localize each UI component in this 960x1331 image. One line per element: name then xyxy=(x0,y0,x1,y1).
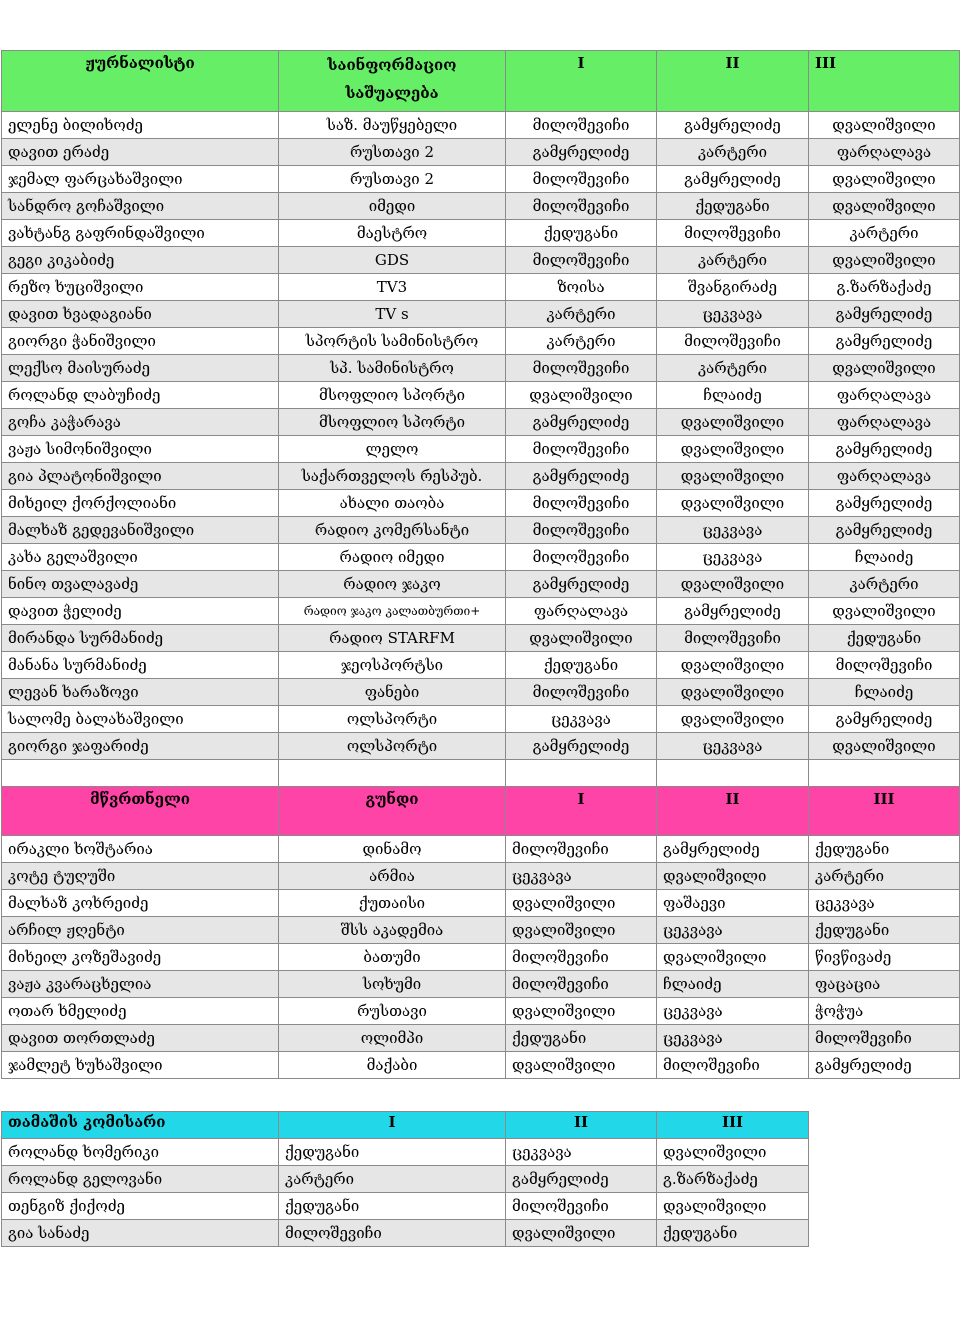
affiliation-cell: საქართველოს რესპუბ. xyxy=(279,463,506,490)
voting-table-body xyxy=(2,51,960,1079)
journalist-row xyxy=(2,679,960,706)
journalist-row xyxy=(2,598,960,625)
first-place-cell: ქედუგანი xyxy=(506,652,657,679)
name-cell: ჯემალ ფარცახაშვილი xyxy=(2,166,279,193)
affiliation-cell: ბათუმი xyxy=(279,944,506,971)
affiliation-cell: არმია xyxy=(279,863,506,890)
name-cell: მიხეილ ქორქოლიანი xyxy=(2,490,279,517)
third-place-cell: გამყრელიძე xyxy=(809,517,960,544)
name-cell: გია პლატონიშვილი xyxy=(2,463,279,490)
affiliation-cell: ფანები xyxy=(279,679,506,706)
second-place-cell: ცეკვავა xyxy=(657,917,809,944)
second-place-cell: ცეკვავა xyxy=(506,1139,657,1166)
first-place-cell: მილოშევიჩი xyxy=(506,517,657,544)
header-first-place: I xyxy=(506,787,657,836)
commissioner-row xyxy=(2,1193,809,1220)
second-place-cell: კარტერი xyxy=(657,139,809,166)
journalist-row xyxy=(2,517,960,544)
second-place-cell: შვანგირაძე xyxy=(657,274,809,301)
header-second-place: II xyxy=(506,1112,657,1139)
first-place-cell: მილოშევიჩი xyxy=(506,836,657,863)
journalist-row xyxy=(2,490,960,517)
journalist-row xyxy=(2,355,960,382)
second-place-cell: ცეკვავა xyxy=(657,998,809,1025)
third-place-cell: დვალიშვილი xyxy=(657,1193,809,1220)
third-place-cell: გ.ზარზაქაძე xyxy=(657,1166,809,1193)
name-cell: მალხაზ კოხრეიძე xyxy=(2,890,279,917)
affiliation-cell: სოხუმი xyxy=(279,971,506,998)
first-place-cell: ქედუგანი xyxy=(506,220,657,247)
coach-row xyxy=(2,836,960,863)
journalists-and-coaches-table xyxy=(1,50,960,1079)
journalist-row xyxy=(2,274,960,301)
journalist-row xyxy=(2,463,960,490)
name-cell: დავით ჭელიძე xyxy=(2,598,279,625)
affiliation-cell: რადიო ჯაკო xyxy=(279,571,506,598)
journalist-row xyxy=(2,166,960,193)
commissioners-table-body xyxy=(2,1112,809,1247)
header-team: გუნდი xyxy=(279,787,506,836)
third-place-cell: ქედუგანი xyxy=(809,836,960,863)
first-place-cell: გამყრელიძე xyxy=(506,571,657,598)
affiliation-cell: ახალი თაობა xyxy=(279,490,506,517)
first-place-cell: კარტერი xyxy=(506,301,657,328)
commissioner-row xyxy=(2,1220,809,1247)
journalist-row xyxy=(2,733,960,760)
header-second-place: II xyxy=(657,787,809,836)
second-place-cell: დვალიშვილი xyxy=(657,706,809,733)
second-place-cell: დვალიშვილი xyxy=(657,863,809,890)
name-cell: სალომე ბალახაშვილი xyxy=(2,706,279,733)
third-place-cell: დვალიშვილი xyxy=(809,733,960,760)
affiliation-cell: სპ. სამინისტრო xyxy=(279,355,506,382)
name-cell: რეზო ხუციშვილი xyxy=(2,274,279,301)
affiliation-cell: რუსთავი xyxy=(279,998,506,1025)
header-first-place: I xyxy=(506,51,657,112)
affiliation-cell: ოლსპორტი xyxy=(279,733,506,760)
name-cell: ჯამლეტ ხუხაშვილი xyxy=(2,1052,279,1079)
second-place-cell: კარტერი xyxy=(657,247,809,274)
journalist-row xyxy=(2,436,960,463)
third-place-cell: კარტერი xyxy=(809,571,960,598)
first-place-cell: მილოშევიჩი xyxy=(506,355,657,382)
journalist-row xyxy=(2,544,960,571)
second-place-cell: ცეკვავა xyxy=(657,301,809,328)
journalist-row xyxy=(2,139,960,166)
affiliation-cell: ლელო xyxy=(279,436,506,463)
third-place-cell: ჩლაიძე xyxy=(809,544,960,571)
third-place-cell: გამყრელიძე xyxy=(809,490,960,517)
third-place-cell: კარტერი xyxy=(809,863,960,890)
coach-row xyxy=(2,944,960,971)
first-place-cell: მილოშევიჩი xyxy=(506,247,657,274)
first-place-cell: მილოშევიჩი xyxy=(506,544,657,571)
second-place-cell: დვალიშვილი xyxy=(657,436,809,463)
header-journalist: ჟურნალისტი xyxy=(2,51,279,112)
journalist-row xyxy=(2,409,960,436)
third-place-cell: ჭოჭუა xyxy=(809,998,960,1025)
name-cell: დავით ერაძე xyxy=(2,139,279,166)
first-place-cell: მილოშევიჩი xyxy=(506,436,657,463)
second-place-cell: ქედუგანი xyxy=(657,193,809,220)
third-place-cell: დვალიშვილი xyxy=(657,1139,809,1166)
first-place-cell: ფარღალავა xyxy=(506,598,657,625)
second-place-cell: დვალიშვილი xyxy=(657,409,809,436)
third-place-cell: წივწივაძე xyxy=(809,944,960,971)
second-place-cell: გამყრელიძე xyxy=(657,166,809,193)
affiliation-cell: მაქაბი xyxy=(279,1052,506,1079)
header-coach: მწვრთნელი xyxy=(2,787,279,836)
name-cell: თენგიზ ქიქოძე xyxy=(2,1193,279,1220)
journalist-row xyxy=(2,301,960,328)
affiliation-cell: ოლიმპი xyxy=(279,1025,506,1052)
affiliation-cell: იმედი xyxy=(279,193,506,220)
first-place-cell: დვალიშვილი xyxy=(506,382,657,409)
third-place-cell: ფარღალავა xyxy=(809,139,960,166)
first-place-cell: მილოშევიჩი xyxy=(506,944,657,971)
third-place-cell: გ.ზარზაქაძე xyxy=(809,274,960,301)
affiliation-cell: ჯეოსპორტსი xyxy=(279,652,506,679)
name-cell: ოთარ ხმელიძე xyxy=(2,998,279,1025)
third-place-cell: კარტერი xyxy=(809,220,960,247)
second-place-cell: ცეკვავა xyxy=(657,1025,809,1052)
second-place-cell: კარტერი xyxy=(657,355,809,382)
second-place-cell: მილოშევიჩი xyxy=(657,625,809,652)
commissioner-row xyxy=(2,1166,809,1193)
name-cell: ვაჟა კვარაცხელია xyxy=(2,971,279,998)
second-place-cell: დვალიშვილი xyxy=(657,652,809,679)
affiliation-cell: ქუთაისი xyxy=(279,890,506,917)
name-cell: როლანდ ლაბუჩიძე xyxy=(2,382,279,409)
coach-row xyxy=(2,917,960,944)
name-cell: როლანდ გელოვანი xyxy=(2,1166,279,1193)
second-place-cell: გამყრელიძე xyxy=(657,598,809,625)
name-cell: არჩილ ჟღენტი xyxy=(2,917,279,944)
first-place-cell: დვალიშვილი xyxy=(506,1052,657,1079)
affiliation-cell: TV s xyxy=(279,301,506,328)
header-second-place: II xyxy=(657,51,809,112)
third-place-cell: გამყრელიძე xyxy=(809,1052,960,1079)
affiliation-cell: რადიო ჯაკო კალათბურთი+ xyxy=(279,598,506,625)
first-place-cell: კარტერი xyxy=(506,328,657,355)
third-place-cell: დვალიშვილი xyxy=(809,598,960,625)
second-place-cell: ფაშაევი xyxy=(657,890,809,917)
commissioner-row xyxy=(2,1139,809,1166)
first-place-cell: მილოშევიჩი xyxy=(506,679,657,706)
first-place-cell: მილოშევიჩი xyxy=(506,971,657,998)
name-cell: ელენე ბილიხოძე xyxy=(2,112,279,139)
first-place-cell: ცეკვავა xyxy=(506,863,657,890)
first-place-cell: მილოშევიჩი xyxy=(506,166,657,193)
first-place-cell: გამყრელიძე xyxy=(506,409,657,436)
second-place-cell: მილოშევიჩი xyxy=(657,220,809,247)
journalist-row xyxy=(2,706,960,733)
second-place-cell: დვალიშვილი xyxy=(657,490,809,517)
third-place-cell: ჩლაიძე xyxy=(809,679,960,706)
third-place-cell: ქედუგანი xyxy=(809,917,960,944)
name-cell: მანანა სურმანიძე xyxy=(2,652,279,679)
second-place-cell: დვალიშვილი xyxy=(657,463,809,490)
third-place-cell: მილოშევიჩი xyxy=(809,1025,960,1052)
name-cell: გეგი კიკაბიძე xyxy=(2,247,279,274)
second-place-cell: ცეკვავა xyxy=(657,544,809,571)
name-cell: მალხაზ გედევანიშვილი xyxy=(2,517,279,544)
affiliation-cell: შსს აკადემია xyxy=(279,917,506,944)
first-place-cell: ქედუგანი xyxy=(506,1025,657,1052)
second-place-cell: დვალიშვილი xyxy=(657,679,809,706)
header-commissioner: თამაშის კომისარი xyxy=(2,1112,279,1139)
name-cell: ლევან ხარაზოვი xyxy=(2,679,279,706)
name-cell: ვახტანგ გაფრინდაშვილი xyxy=(2,220,279,247)
header-first-place: I xyxy=(279,1112,506,1139)
first-place-cell: დვალიშვილი xyxy=(506,625,657,652)
third-place-cell: დვალიშვილი xyxy=(809,193,960,220)
first-place-cell: დვალიშვილი xyxy=(506,890,657,917)
third-place-cell: ქედუგანი xyxy=(657,1220,809,1247)
name-cell: კახა გელაშვილი xyxy=(2,544,279,571)
name-cell: ირაკლი ხოშტარია xyxy=(2,836,279,863)
second-place-cell: გამყრელიძე xyxy=(657,112,809,139)
second-place-cell: გამყრელიძე xyxy=(657,836,809,863)
second-place-cell: დვალიშვილი xyxy=(506,1220,657,1247)
name-cell: სანდრო გოჩაშვილი xyxy=(2,193,279,220)
third-place-cell: გამყრელიძე xyxy=(809,706,960,733)
affiliation-cell: ოლსპორტი xyxy=(279,706,506,733)
coach-row xyxy=(2,1025,960,1052)
second-place-cell: ჩლაიძე xyxy=(657,971,809,998)
empty-cell xyxy=(2,760,279,787)
journalist-row xyxy=(2,382,960,409)
affiliation-cell: რუსთავი 2 xyxy=(279,139,506,166)
second-place-cell: დვალიშვილი xyxy=(657,571,809,598)
name-cell: კოტე ტუღუში xyxy=(2,863,279,890)
third-place-cell: მილოშევიჩი xyxy=(809,652,960,679)
empty-cell xyxy=(279,760,506,787)
third-place-cell: ფარღალავა xyxy=(809,409,960,436)
affiliation-cell: რუსთავი 2 xyxy=(279,166,506,193)
affiliation-cell: საზ. მაუწყებელი xyxy=(279,112,506,139)
third-place-cell: დვალიშვილი xyxy=(809,247,960,274)
affiliation-cell: სპორტის სამინისტრო xyxy=(279,328,506,355)
coach-row xyxy=(2,1052,960,1079)
third-place-cell: ფარღალავა xyxy=(809,382,960,409)
journalist-row xyxy=(2,193,960,220)
name-cell: გიორგი ჯაფარიძე xyxy=(2,733,279,760)
empty-cell xyxy=(809,760,960,787)
third-place-cell: ფაცაცია xyxy=(809,971,960,998)
spacer-row xyxy=(2,760,960,787)
coach-row xyxy=(2,890,960,917)
header-third-place: III xyxy=(809,787,960,836)
header-media-outlet: საინფორმაციო საშუალება xyxy=(279,51,506,112)
journalists-header-row xyxy=(2,51,960,112)
journalist-row xyxy=(2,112,960,139)
second-place-cell: გამყრელიძე xyxy=(506,1166,657,1193)
name-cell: ვაჟა სიმონიშვილი xyxy=(2,436,279,463)
third-place-cell: ცეკვავა xyxy=(809,890,960,917)
second-place-cell: ჩლაიძე xyxy=(657,382,809,409)
coach-row xyxy=(2,863,960,890)
name-cell: მიხეილ კოზეშავიძე xyxy=(2,944,279,971)
second-place-cell: მილოშევიჩი xyxy=(657,1052,809,1079)
affiliation-cell: მსოფლიო სპორტი xyxy=(279,409,506,436)
first-place-cell: გამყრელიძე xyxy=(506,463,657,490)
empty-cell xyxy=(657,760,809,787)
name-cell: გოჩა კაჭარავა xyxy=(2,409,279,436)
journalist-row xyxy=(2,220,960,247)
affiliation-cell: TV3 xyxy=(279,274,506,301)
first-place-cell: დვალიშვილი xyxy=(506,917,657,944)
coach-row xyxy=(2,971,960,998)
name-cell: როლანდ ხომერიკი xyxy=(2,1139,279,1166)
name-cell: გია სანაძე xyxy=(2,1220,279,1247)
first-place-cell: ცეკვავა xyxy=(506,706,657,733)
journalist-row xyxy=(2,652,960,679)
journalist-row xyxy=(2,247,960,274)
second-place-cell: მილოშევიჩი xyxy=(506,1193,657,1220)
affiliation-cell: GDS xyxy=(279,247,506,274)
first-place-cell: გამყრელიძე xyxy=(506,733,657,760)
first-place-cell: მილოშევიჩი xyxy=(506,490,657,517)
commissioners-table xyxy=(1,1111,809,1247)
commissioners-header-row xyxy=(2,1112,809,1139)
affiliation-cell: რადიო იმედი xyxy=(279,544,506,571)
affiliation-cell: რადიო STARFM xyxy=(279,625,506,652)
journalist-row xyxy=(2,625,960,652)
name-cell: გიორგი ჭანიშვილი xyxy=(2,328,279,355)
coach-row xyxy=(2,998,960,1025)
journalist-row xyxy=(2,328,960,355)
name-cell: დავით თორთლაძე xyxy=(2,1025,279,1052)
third-place-cell: გამყრელიძე xyxy=(809,436,960,463)
second-place-cell: ცეკვავა xyxy=(657,733,809,760)
third-place-cell: გამყრელიძე xyxy=(809,301,960,328)
affiliation-cell: დინამო xyxy=(279,836,506,863)
empty-cell xyxy=(506,760,657,787)
coaches-header-row xyxy=(2,787,960,836)
name-cell: ნინო თვალავაძე xyxy=(2,571,279,598)
name-cell: ლექსო მაისურაძე xyxy=(2,355,279,382)
second-place-cell: ცეკვავა xyxy=(657,517,809,544)
name-cell: მირანდა სურმანიძე xyxy=(2,625,279,652)
first-place-cell: მილოშევიჩი xyxy=(506,193,657,220)
third-place-cell: დვალიშვილი xyxy=(809,166,960,193)
first-place-cell: ქედუგანი xyxy=(279,1193,506,1220)
first-place-cell: დვალიშვილი xyxy=(506,998,657,1025)
second-place-cell: მილოშევიჩი xyxy=(657,328,809,355)
second-place-cell: დვალიშვილი xyxy=(657,944,809,971)
journalist-row xyxy=(2,571,960,598)
first-place-cell: ზოისა xyxy=(506,274,657,301)
affiliation-cell: მსოფლიო სპორტი xyxy=(279,382,506,409)
third-place-cell: დვალიშვილი xyxy=(809,112,960,139)
name-cell: დავით ხვადაგიანი xyxy=(2,301,279,328)
third-place-cell: დვალიშვილი xyxy=(809,355,960,382)
first-place-cell: გამყრელიძე xyxy=(506,139,657,166)
first-place-cell: მილოშევიჩი xyxy=(279,1220,506,1247)
first-place-cell: ქედუგანი xyxy=(279,1139,506,1166)
third-place-cell: ქედუგანი xyxy=(809,625,960,652)
header-third-place: III xyxy=(657,1112,809,1139)
first-place-cell: კარტერი xyxy=(279,1166,506,1193)
affiliation-cell: მაესტრო xyxy=(279,220,506,247)
header-third-place: III xyxy=(809,51,960,112)
third-place-cell: გამყრელიძე xyxy=(809,328,960,355)
first-place-cell: მილოშევიჩი xyxy=(506,112,657,139)
third-place-cell: ფარღალავა xyxy=(809,463,960,490)
affiliation-cell: რადიო კომერსანტი xyxy=(279,517,506,544)
